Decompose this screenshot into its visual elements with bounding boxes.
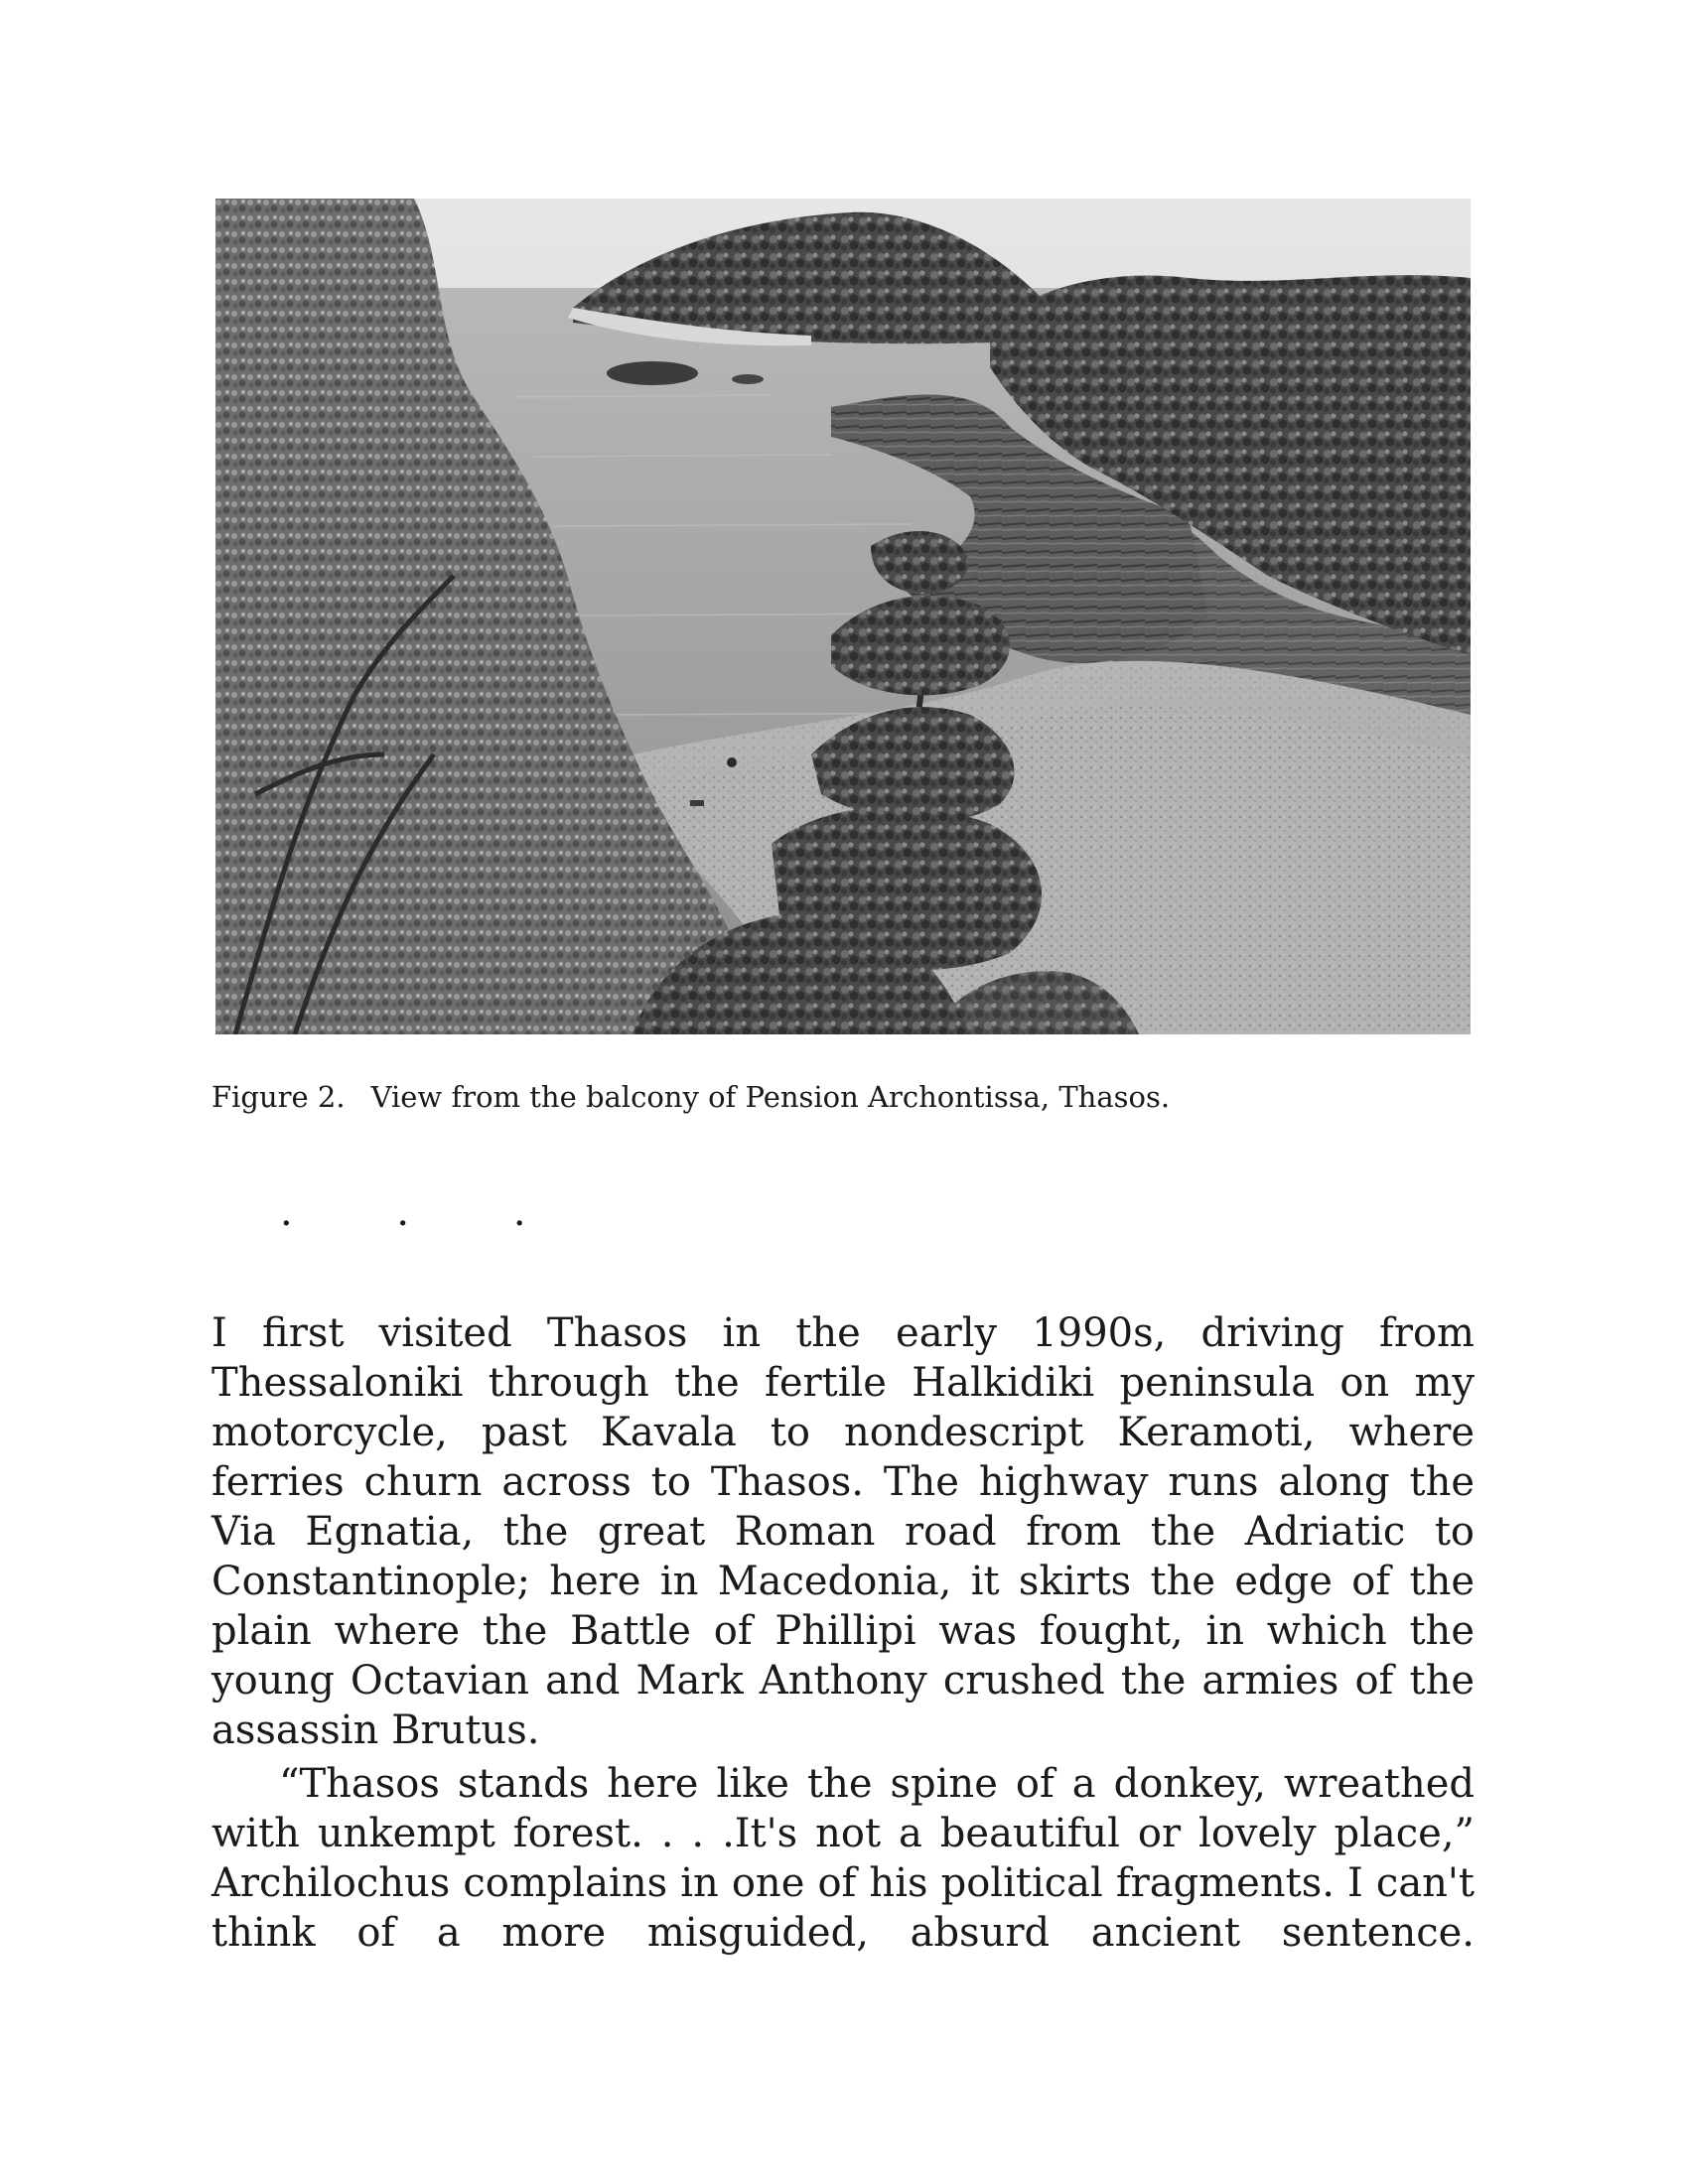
- landscape-photo-icon: [215, 199, 1471, 1034]
- figure-caption-text: View from the balcony of Pension Archontissa, Thasos.: [370, 1080, 1171, 1114]
- body-text: [211, 1308, 1475, 1958]
- figure-photo: [215, 199, 1471, 1034]
- paragraph: I first visited Thasos in the early 1990s, driving from Thessaloniki through the fertile Halkidiki peninsula on my motorcycle, past Kavala to nondescript Keramoti, where ferries churn across to Thasos. The highway runs along the Via Egnatia, the great Roman road from the Adriatic to Constantinople; here in Macedonia, it skirts the edge of the plain where the Battle of Phillipi was fought, in which the young Octavian and Mark Anthony crushed the armies of the assassin Brutus.: [211, 1310, 1475, 1753]
- figure-label: Figure 2.: [211, 1080, 346, 1114]
- paragraph: “Thasos stands here like the spine of a donkey, wreathed with unkempt forest. . . .It's not a beautiful or lovely place,” Archilochus complains in one of his political fragments. I can't think of a more misguided, absurd ancient sentence.: [211, 1761, 1475, 1956]
- section-break: · · ·: [280, 1201, 572, 1247]
- figure-caption: [211, 1079, 1170, 1115]
